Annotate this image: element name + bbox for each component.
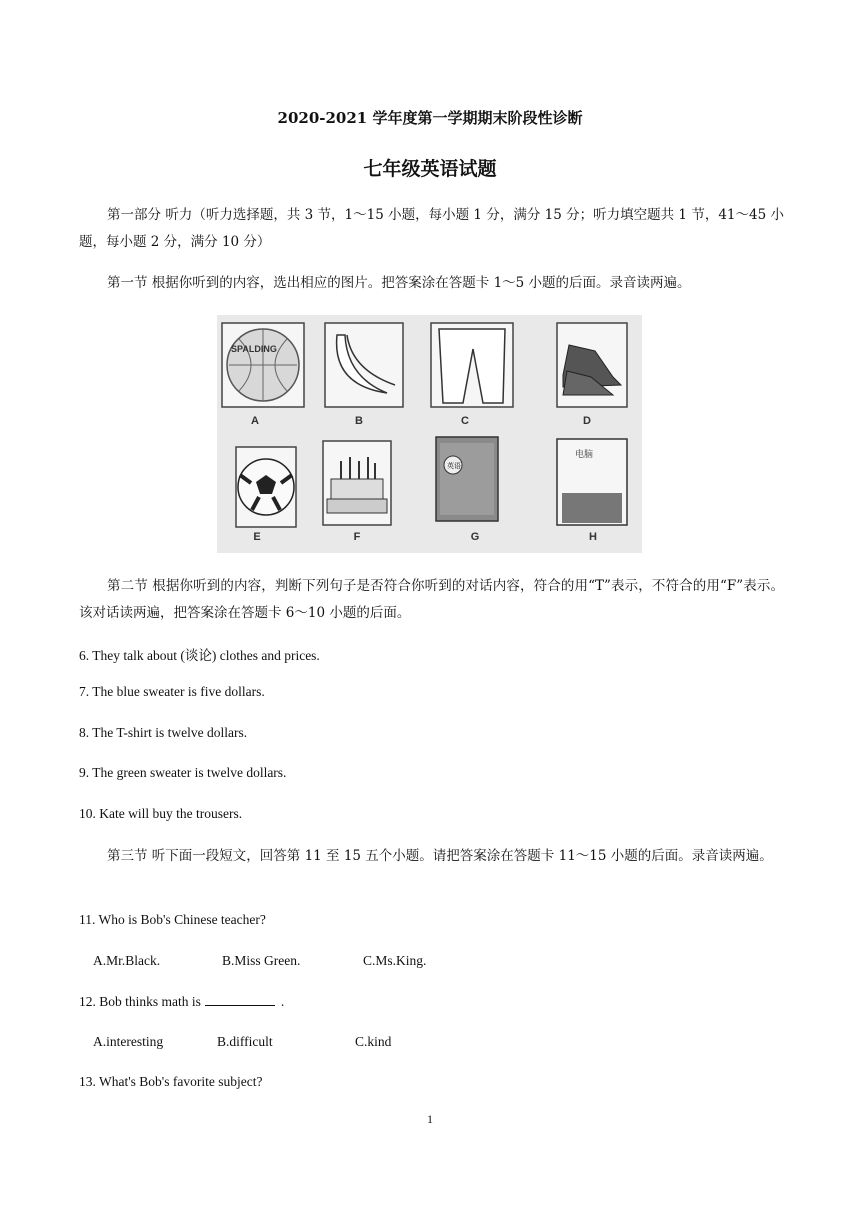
picture-label-a: A [251, 415, 259, 427]
q12-blank [205, 993, 275, 1006]
section1-instruction: 第一节 根据你听到的内容，选出相应的图片。把答案涂在答题卡 1～5 小题的后面。录音读两遍。 [107, 275, 691, 291]
q11-option-a[interactable]: A.Mr.Black. [93, 953, 161, 968]
q11-option-b[interactable]: B.Miss Green. [222, 953, 301, 968]
exam-subtitle: 七年级英语试题 [363, 158, 497, 180]
q12-option-a[interactable]: A.interesting [93, 1034, 164, 1049]
picture-label-g: G [470, 531, 480, 543]
q12-option-c[interactable]: C.kind [355, 1034, 392, 1049]
q11-option-c[interactable]: C.Ms.King. [363, 953, 427, 968]
listening-pictures [217, 315, 642, 553]
question-12 [79, 993, 284, 1010]
picture-label-d: D [583, 415, 591, 427]
section2-instruction: 第二节 根据你听到的内容，判断下列句子是否符合你听到的对话内容，符合的用“T”表示，不符合的用“F”表示。该对话读两遍，把答案涂在答题卡 6～10 小题的后面。 [79, 578, 784, 621]
book-h-title: 电脑 [575, 450, 594, 460]
picture-label-b: B [355, 415, 363, 427]
cake-icon [331, 479, 383, 501]
section3-instruction: 第三节 听下面一段短文，回答第 11 至 15 五个小题。请把答案涂在答题卡 11～15 小题的后面。录音读两遍。 [107, 848, 773, 864]
q12-option-b[interactable]: B.difficult [217, 1034, 273, 1049]
q12-stem: 12. Bob thinks math is [79, 994, 201, 1009]
q12-period: . [280, 994, 285, 1009]
picture-label-f: F [353, 531, 361, 543]
picture-label-e: E [253, 531, 261, 543]
statement-7: 7. The blue sweater is five dollars. [79, 684, 265, 699]
picture-label-h: H [589, 531, 597, 543]
statement-8: 8. The T-shirt is twelve dollars. [79, 725, 248, 740]
page-number: 1 [427, 1112, 433, 1126]
question-13: 13. What's Bob's favorite subject? [79, 1074, 263, 1089]
ball-brand-text: SPALDING [231, 344, 277, 354]
part1-intro: 第一部分 听力（听力选择题，共 3 节，1～15 小题，每小题 1 分，满分 15 分；听力填空题共 1 节，41～45 小题，每小题 2 分，满分 10 分） [79, 207, 784, 250]
book-g-title: 英语 [447, 462, 461, 470]
picture-label-c: C [461, 415, 469, 427]
exam-title: 2020-2021 学年度第一学期期末阶段性诊断 [277, 109, 583, 127]
statement-9: 9. The green sweater is twelve dollars. [79, 765, 287, 780]
question-11: 11. Who is Bob's Chinese teacher? [79, 912, 266, 927]
statement-10: 10. Kate will buy the trousers. [79, 806, 243, 821]
statement-6: 6. They talk about (谈论) clothes and prices. [79, 648, 320, 663]
